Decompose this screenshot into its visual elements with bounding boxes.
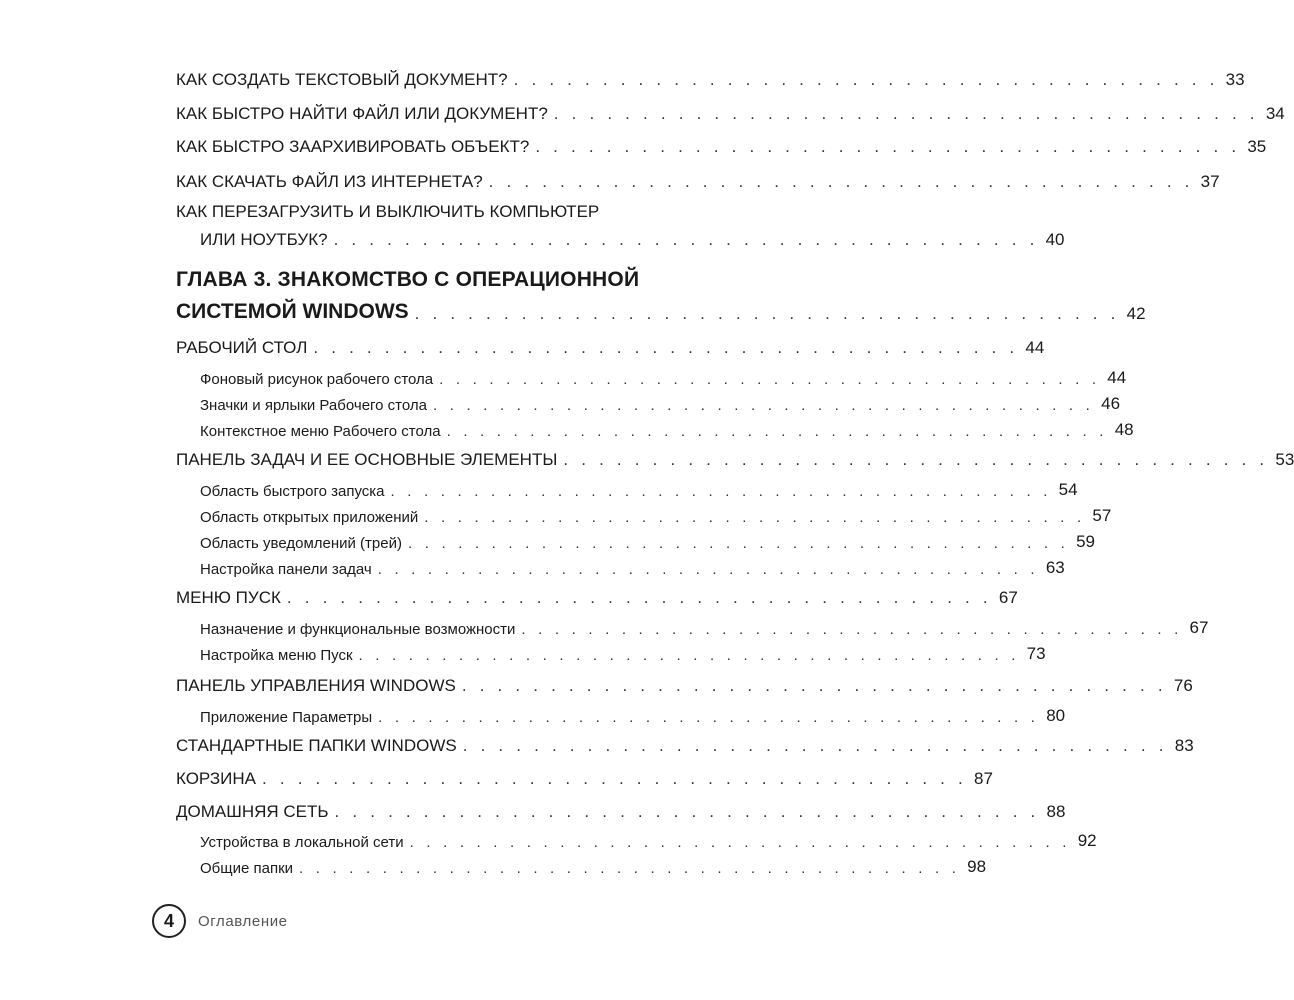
dot-leader: . . . . . . . . . . . . . . . . . . . . . . . . . . . . . . . . . . . . . . . . [334,802,1040,821]
toc-subentry [200,853,987,877]
dot-leader: . . . . . . . . . . . . . . . . . . . . . . . . . . . . . . . . . . . . . . . . [462,736,1168,755]
toc-entry-page: 59 [1076,532,1096,551]
toc-entry-title: РАБОЧИЙ СТОЛ [176,338,308,357]
toc-entry-page: 35 [1247,137,1267,156]
toc-entry [176,732,1194,756]
dot-leader: . . . . . . . . . . . . . . . . . . . . . . . . . . . . . . . . . . . . . . . . [409,834,1071,851]
toc-entry-page: 53 [1275,450,1294,469]
dot-leader: . . . . . . . . . . . . . . . . . . . . . . . . . . . . . . . . . . . . . . . . [390,483,1052,500]
toc-entry-page: 40 [1045,230,1065,249]
toc-subentry [200,640,1046,664]
toc-entry-page: 42 [1126,304,1146,323]
toc-subentry [200,502,1112,526]
dot-leader: . . . . . . . . . . . . . . . . . . . . . . . . . . . . . . . . . . . . . . . . [521,621,1183,638]
toc-entry-page: 80 [1046,706,1066,725]
toc-entry-title: СТАНДАРТНЫЕ ПАПКИ WINDOWS [176,736,457,755]
toc-entry-page: 63 [1045,558,1065,577]
toc-entry [176,765,993,789]
toc-entry [176,168,1220,192]
dot-leader: . . . . . . . . . . . . . . . . . . . . . . . . . . . . . . . . . . . . . . . . [262,769,967,788]
toc-subentry [200,364,1127,388]
toc-entry-page: 67 [1189,618,1209,637]
toc-subentry [200,416,1134,440]
dot-leader: . . . . . . . . . . . . . . . . . . . . . . . . . . . . . . . . . . . . . . . . [563,450,1269,469]
toc-entry [176,798,1066,822]
toc-entry [176,584,1018,608]
toc-entry-title: Контекстное меню Рабочего стола [200,423,441,440]
toc-entry-title: ПАНЕЛЬ ЗАДАЧ И ЕЕ ОСНОВНЫЕ ЭЛЕМЕНТЫ [176,450,558,469]
toc-subentry [200,528,1096,552]
toc-entry-title: Область открытых приложений [200,509,419,526]
dot-leader: . . . . . . . . . . . . . . . . . . . . . . . . . . . . . . . . . . . . . . . . [407,535,1070,552]
toc-entry-page: 44 [1025,338,1045,357]
toc-entry-title: Общие папки [200,860,294,877]
toc-entry-page: 54 [1058,480,1078,499]
chapter-title-line1: ГЛАВА 3. ЗНАКОМСТВО С ОПЕРАЦИОННОЙ [176,268,640,291]
toc-entry-title: КАК СОЗДАТЬ ТЕКСТОВЫЙ ДОКУМЕНТ? [176,70,508,89]
toc-entry-title: Область уведомлений (трей) [200,535,402,552]
toc-subentry [200,702,1066,726]
dot-leader: . . . . . . . . . . . . . . . . . . . . . . . . . . . . . . . . . . . . . . . . [299,860,961,877]
toc-entry-page: 98 [967,857,987,876]
dot-leader: . . . . . . . . . . . . . . . . . . . . . . . . . . . . . . . . . . . . . . . . [424,509,1086,526]
toc-entry-title: Область быстрого запуска [200,483,385,500]
toc-subentry [200,476,1078,500]
toc-entry-page: 92 [1077,831,1097,850]
toc-entry [200,226,1065,250]
toc-entry-title: Значки и ярлыки Рабочего стола [200,397,427,414]
toc-entry-page: 44 [1107,368,1127,387]
toc-entry [176,446,1294,470]
toc-entry-title: ДОМАШНЯЯ СЕТЬ [176,802,329,821]
toc-entry-title: МЕНЮ ПУСК [176,588,281,607]
toc-subentry [200,614,1209,638]
toc-entry [176,100,1285,124]
toc-entry-title: Фоновый рисунок рабочего стола [200,371,434,388]
toc-entry [176,672,1193,696]
toc-entry-page: 33 [1225,70,1245,89]
toc-entry-page: 73 [1026,644,1046,663]
toc-entry-page: 88 [1046,802,1066,821]
toc-entry-page: 87 [974,769,993,788]
dot-leader: . . . . . . . . . . . . . . . . . . . . . . . . . . . . . . . . . . . . . . . . [358,647,1020,664]
toc-entry-title: Приложение Параметры [200,709,373,726]
toc-entry-page: 37 [1200,172,1220,191]
toc-entry [176,133,1267,157]
dot-leader: . . . . . . . . . . . . . . . . . . . . . . . . . . . . . . . . . . . . . . . . [446,423,1108,440]
toc-entry-page: 34 [1265,104,1285,123]
dot-leader: . . . . . . . . . . . . . . . . . . . . . . . . . . . . . . . . . . . . . . . . [535,137,1241,156]
toc-subentry [200,827,1097,851]
dot-leader: . . . . . . . . . . . . . . . . . . . . . . . . . . . . . . . . . . . . . . . . [414,304,1120,323]
toc-entry-title: КАК СКАЧАТЬ ФАЙЛ ИЗ ИНТЕРНЕТА? [176,172,483,191]
toc-entry-title: КАК БЫСТРО НАЙТИ ФАЙЛ ИЛИ ДОКУМЕНТ? [176,104,548,123]
toc-entry-page: 76 [1173,676,1193,695]
toc-entry-title: КОРЗИНА [176,769,257,788]
toc-entry-title: Устройства в локальной сети [200,834,404,851]
dot-leader: . . . . . . . . . . . . . . . . . . . . . . . . . . . . . . . . . . . . . . . . [439,371,1101,388]
dot-leader: . . . . . . . . . . . . . . . . . . . . . . . . . . . . . . . . . . . . . . . . [333,230,1039,249]
toc-entry-page: 67 [998,588,1018,607]
toc-entry [176,66,1245,90]
toc-entry-title: Настройка меню Пуск [200,647,353,664]
dot-leader: . . . . . . . . . . . . . . . . . . . . . . . . . . . . . . . . . . . . . . . . [488,172,1194,191]
chapter-title-line2: СИСТЕМОЙ WINDOWS [176,300,409,323]
running-footer-label: Оглавление [198,912,288,930]
toc-entry-page: 57 [1092,506,1112,525]
dot-leader: . . . . . . . . . . . . . . . . . . . . . . . . . . . . . . . . . . . . . . . . [433,397,1095,414]
toc-entry [176,334,1045,358]
page-footer [152,904,288,938]
toc-subentry [200,554,1065,578]
toc-entry-title: КАК БЫСТРО ЗААРХИВИРОВАТЬ ОБЪЕКТ? [176,137,530,156]
toc-entry-page: 46 [1101,394,1121,413]
dot-leader: . . . . . . . . . . . . . . . . . . . . . . . . . . . . . . . . . . . . . . . . [461,676,1167,695]
toc-subentry [200,390,1121,414]
toc-entry-title-line2: ИЛИ НОУТБУК? [200,230,328,249]
toc-entry-title: ПАНЕЛЬ УПРАВЛЕНИЯ WINDOWS [176,676,456,695]
chapter-entry [176,296,1146,324]
toc-entry-title-line1: КАК ПЕРЕЗАГРУЗИТЬ И ВЫКЛЮЧИТЬ КОМПЬЮТЕР [176,202,600,221]
toc-entry-page: 48 [1114,420,1134,439]
toc-entry-title: Назначение и функциональные возможности [200,621,516,638]
toc-entry-title: Настройка панели задач [200,561,372,578]
page-number-badge: 4 [152,904,186,938]
dot-leader: . . . . . . . . . . . . . . . . . . . . . . . . . . . . . . . . . . . . . . . . [377,561,1039,578]
dot-leader: . . . . . . . . . . . . . . . . . . . . . . . . . . . . . . . . . . . . . . . . [286,588,992,607]
toc-entry-page: 83 [1174,736,1194,755]
dot-leader: . . . . . . . . . . . . . . . . . . . . . . . . . . . . . . . . . . . . . . . . [553,104,1259,123]
dot-leader: . . . . . . . . . . . . . . . . . . . . . . . . . . . . . . . . . . . . . . . . [313,338,1019,357]
dot-leader: . . . . . . . . . . . . . . . . . . . . . . . . . . . . . . . . . . . . . . . . [378,709,1040,726]
dot-leader: . . . . . . . . . . . . . . . . . . . . . . . . . . . . . . . . . . . . . . . . [513,70,1219,89]
